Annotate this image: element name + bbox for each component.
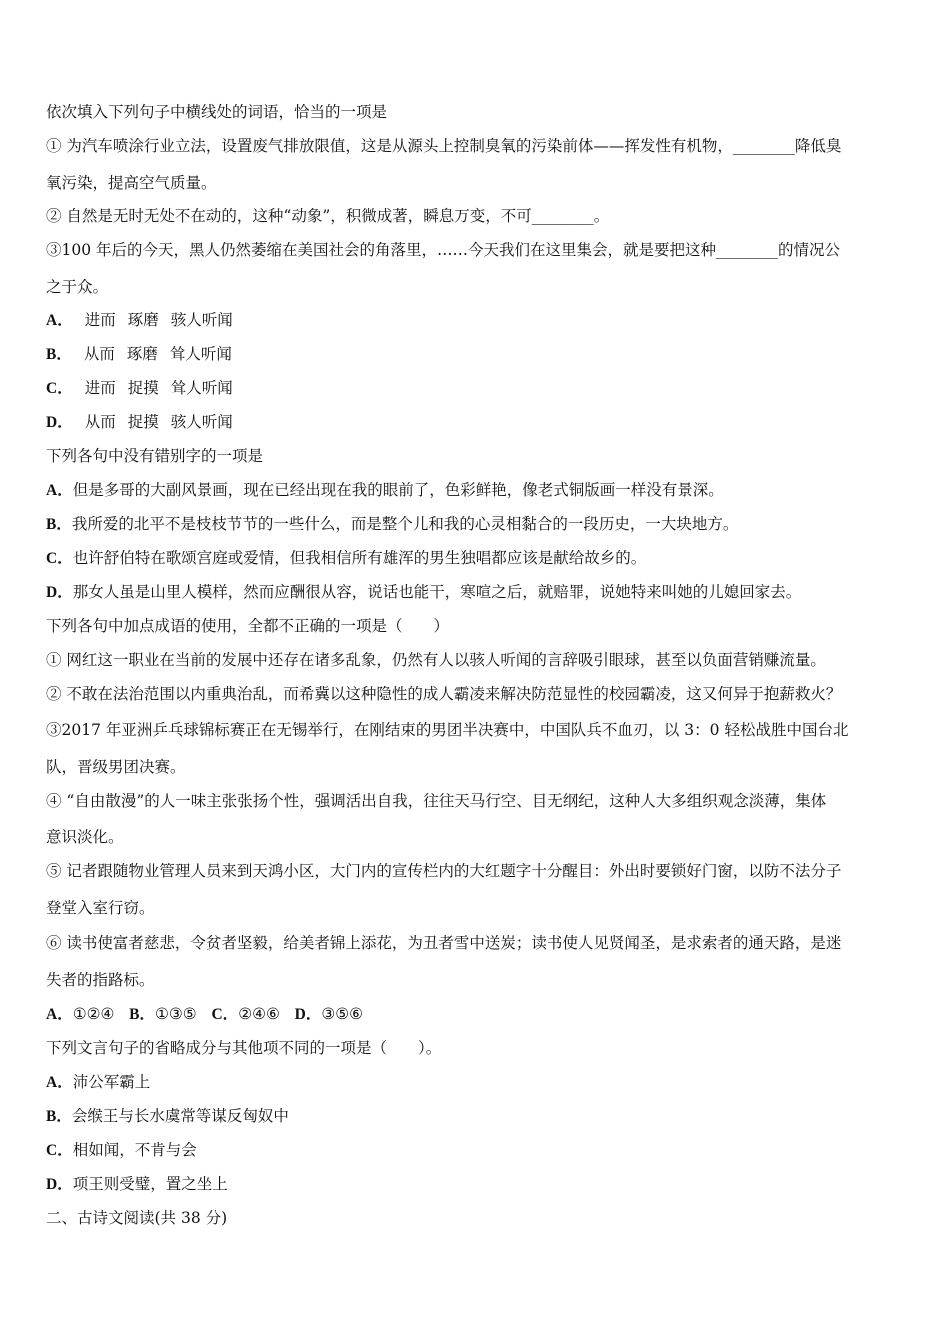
option-label: A． — [46, 312, 73, 329]
option-part: 从而 — [83, 345, 115, 363]
q3-sentence-5-line-2: 登堂入室行窃。 — [46, 899, 155, 917]
option-part: 耸人听闻 — [169, 345, 232, 363]
q1-sentence-3-line-1: ③100 年后的今天，黑人仍然萎缩在美国社会的角落里，……今天我们在这里集会，就是要把这种________的情况公 — [46, 241, 841, 259]
q4-option-a — [46, 1071, 906, 1093]
q1-option-b — [46, 343, 906, 365]
option-label: C． — [46, 1142, 73, 1159]
option-part: 进而 — [84, 311, 116, 329]
option-text: 项王则受璧，置之坐上 — [72, 1175, 228, 1193]
q2-option-d — [46, 581, 906, 603]
q1-option-a — [46, 309, 906, 331]
q2-stem: 下列各句中没有错别字的一项是 — [46, 447, 264, 465]
option-text: 但是多哥的大副风景画，现在已经出现在我的眼前了，色彩鲜艳，像老式铜版画一样没有景深。 — [72, 481, 724, 499]
option-text: 沛公军霸上 — [72, 1073, 151, 1091]
option-text: ③⑤⑥ — [321, 1005, 364, 1023]
option-label: A． — [46, 1006, 73, 1023]
option-part: 从而 — [84, 413, 116, 431]
q3-sentence-5-line-1: ⑤ 记者跟随物业管理人员来到天鸿小区，大门内的宣传栏内的大红题字十分醒目：外出时要锁好门窗，以防不法分子 — [46, 862, 842, 880]
option-label: B． — [46, 1108, 72, 1125]
option-label: B． — [129, 1006, 156, 1023]
q3-sentence-4-line-1: ④ “自由散漫”的人一味主张张扬个性，强调活出自我，往往天马行空、目无纲纪，这种人大多组织观念淡薄，集体 — [46, 792, 827, 810]
q3-sentence-3-line-1: ③2017 年亚洲乒乓球锦标赛正在无锡举行，在刚结束的男团半决赛中，中国队兵不血刃，以 3：0 轻松战胜中国台北 — [46, 721, 849, 739]
q1-option-c — [46, 377, 906, 399]
option-label: C． — [211, 1006, 239, 1023]
q4-option-d — [46, 1173, 906, 1195]
q4-option-c — [46, 1139, 906, 1161]
q4-stem: 下列文言句子的省略成分与其他项不同的一项是（ ）。 — [46, 1039, 442, 1057]
option-part: 琢磨 — [126, 345, 158, 363]
q3-options — [46, 1003, 906, 1025]
q3-sentence-2: ② 不敢在法治范围以内重典治乱，而希冀以这种隐性的成人霸凌来解决防范显性的校园霸凌，这又何异于抱薪救火？ — [46, 685, 842, 703]
q3-sentence-6-line-2: 失者的指路标。 — [46, 971, 155, 989]
option-text: ②④⑥ — [238, 1005, 280, 1023]
q3-stem: 下列各句中加点成语的使用，全都不正确的一项是（ ） — [46, 617, 450, 635]
option-label: D． — [46, 584, 73, 601]
q3-sentence-4-line-2: 意识淡化。 — [46, 828, 124, 846]
option-text: 那女人虽是山里人模样，然而应酬很从容，说话也能干，寒喧之后，就赔罪，说她特来叫她的儿媳回家去。 — [72, 583, 802, 601]
q1-sentence-3-line-2: 之于众。 — [46, 278, 109, 296]
option-text: 我所爱的北平不是枝枝节节的一些什么，而是整个儿和我的心灵相黏合的一段历史，一大块地方。 — [71, 515, 739, 533]
q1-option-d — [46, 411, 906, 433]
q3-sentence-3-line-2: 队，晋级男团决赛。 — [46, 758, 186, 776]
option-part: 骇人听闻 — [170, 311, 233, 329]
q3-sentence-1: ① 网红这一职业在当前的发展中还存在诸多乱象，仍然有人以骇人听闻的言辞吸引眼球，甚至以负面营销赚流量。 — [46, 651, 826, 669]
option-part: 捉摸 — [127, 379, 159, 397]
q2-option-c — [46, 547, 906, 569]
option-part: 进而 — [84, 379, 116, 397]
option-label: D． — [294, 1006, 322, 1023]
option-label: A． — [46, 482, 73, 499]
section-heading: 二、古诗文阅读(共 38 分) — [46, 1209, 228, 1227]
option-label: B． — [46, 516, 72, 533]
option-part: 捉摸 — [127, 413, 159, 431]
q1-sentence-2: ② 自然是无时无处不在动的，这种“动象”，积微成著，瞬息万变，不可________。 — [46, 207, 610, 225]
option-part: 耸人听闻 — [170, 379, 233, 397]
q2-option-b — [46, 513, 906, 535]
option-part: 琢磨 — [127, 311, 159, 329]
option-label: B． — [46, 346, 72, 363]
q4-option-b — [46, 1105, 906, 1127]
q2-option-a — [46, 479, 906, 501]
option-text: ①②④ — [72, 1005, 115, 1023]
q1-sentence-1-line-2: 氧污染，提高空气质量。 — [46, 174, 217, 192]
option-part: 骇人听闻 — [170, 413, 233, 431]
q1-stem: 依次填入下列句子中横线处的词语，恰当的一项是 — [46, 103, 388, 121]
option-label: D． — [46, 414, 73, 431]
q1-sentence-1-line-1: ① 为汽车喷涂行业立法，设置废气排放限值，这是从源头上控制臭氧的污染前体——挥发性有机物，________降低臭 — [46, 137, 842, 155]
q3-sentence-6-line-1: ⑥ 读书使富者慈悲，令贫者坚毅，给美者锦上添花，为丑者雪中送炭；读书使人见贤闻圣，是求索者的通天路，是迷 — [46, 934, 842, 952]
option-text: ①③⑤ — [155, 1005, 197, 1023]
option-label: C． — [46, 380, 73, 397]
option-text: 会缑王与长水虞常等谋反匈奴中 — [71, 1107, 289, 1125]
option-label: A． — [46, 1074, 73, 1091]
option-text: 也许舒伯特在歌颂宫庭或爱情，但我相信所有雄浑的男生独唱都应该是献给故乡的。 — [72, 549, 647, 567]
option-label: C． — [46, 550, 73, 567]
option-label: D． — [46, 1176, 73, 1193]
option-text: 相如闻，不肯与会 — [72, 1141, 197, 1159]
